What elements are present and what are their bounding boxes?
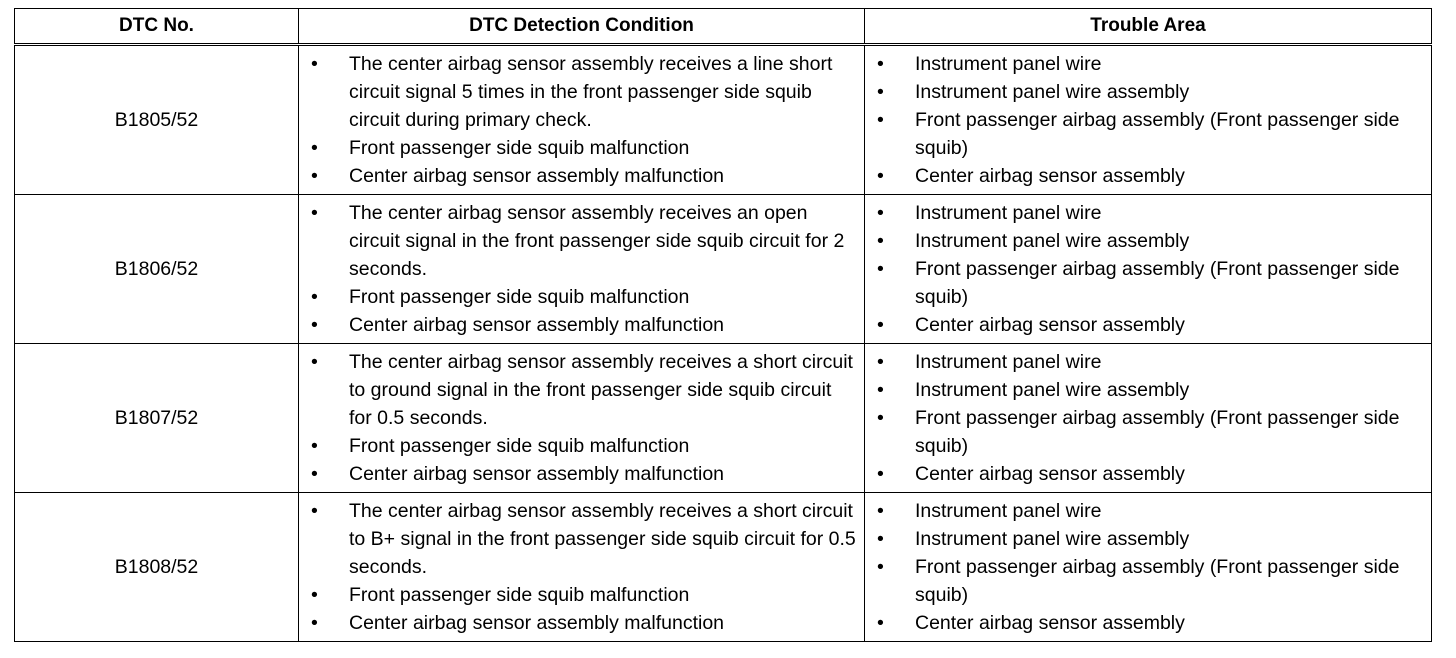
list-item [307,50,856,134]
trouble-area-cell [865,493,1432,642]
trouble-area-text: Instrument panel wire [915,53,1102,75]
list-item [873,553,1423,609]
bullet-icon: • [311,165,318,187]
header-detection-condition: DTC Detection Condition [299,9,865,45]
trouble-area-text: Front passenger airbag assembly (Front passenger side squib) [915,556,1400,606]
bullet-icon: • [311,612,318,634]
trouble-area-text: Instrument panel wire [915,351,1102,373]
condition-text: Front passenger side squib malfunction [349,584,690,606]
bullet-icon: • [877,612,884,634]
dtc-code: B1805/52 [114,109,199,131]
dtc-code: B1807/52 [114,407,199,429]
list-item [307,581,856,609]
list-item [873,78,1423,106]
detection-condition-cell [299,195,865,344]
header-dtc-no: DTC No. [15,9,299,45]
detection-condition-cell [299,344,865,493]
list-item [873,376,1423,404]
trouble-area-cell [865,45,1432,195]
bullet-icon: • [877,230,884,252]
list-item [873,404,1423,460]
dtc-table [14,8,1432,642]
condition-text: Center airbag sensor assembly malfunction [349,165,725,187]
condition-text: The center airbag sensor assembly receives an open circuit signal in the front passenger side squib circuit for 2 seconds. [349,202,845,280]
list-item [307,134,856,162]
bullet-icon: • [877,165,884,187]
bullet-icon: • [311,202,318,224]
bullet-icon: • [877,81,884,103]
trouble-area-text: Instrument panel wire assembly [915,81,1190,103]
list-item [307,162,856,190]
condition-list [307,497,856,637]
list-item [873,255,1423,311]
list-item [873,525,1423,553]
list-item [873,106,1423,162]
bullet-icon: • [877,463,884,485]
trouble-area-text: Front passenger airbag assembly (Front passenger side squib) [915,109,1400,159]
trouble-area-cell [865,195,1432,344]
header-trouble-area: Trouble Area [865,9,1432,45]
dtc-code: B1808/52 [114,556,199,578]
bullet-icon: • [311,53,318,75]
trouble-area-list [873,199,1423,339]
table-row [15,493,1432,642]
trouble-area-text: Instrument panel wire assembly [915,528,1190,550]
document-page [14,8,1431,642]
condition-list [307,348,856,488]
list-item [873,50,1423,78]
list-item [307,497,856,581]
dtc-code-cell [15,344,299,493]
trouble-area-list [873,50,1423,190]
bullet-icon: • [877,258,884,280]
list-item [873,162,1423,190]
trouble-area-text: Center airbag sensor assembly [915,463,1185,485]
list-item [873,348,1423,376]
condition-text: The center airbag sensor assembly receives a line short circuit signal 5 times in the front passenger side squib circuit during primary check. [349,53,833,131]
bullet-icon: • [877,500,884,522]
bullet-icon: • [877,109,884,131]
dtc-code-cell [15,45,299,195]
bullet-icon: • [311,314,318,336]
condition-text: Front passenger side squib malfunction [349,435,690,457]
detection-condition-cell [299,493,865,642]
condition-list [307,50,856,190]
bullet-icon: • [877,314,884,336]
bullet-icon: • [877,556,884,578]
list-item [873,199,1423,227]
trouble-area-text: Front passenger airbag assembly (Front passenger side squib) [915,258,1400,308]
table-row [15,344,1432,493]
trouble-area-text: Front passenger airbag assembly (Front passenger side squib) [915,407,1400,457]
bullet-icon: • [877,407,884,429]
condition-text: The center airbag sensor assembly receives a short circuit to B+ signal in the front passenger side squib circuit for 0.5 seconds. [349,500,856,578]
bullet-icon: • [311,435,318,457]
condition-text: Center airbag sensor assembly malfunction [349,612,725,634]
list-item [873,227,1423,255]
trouble-area-text: Instrument panel wire [915,500,1102,522]
trouble-area-list [873,348,1423,488]
condition-text: Front passenger side squib malfunction [349,286,690,308]
bullet-icon: • [311,463,318,485]
trouble-area-cell [865,344,1432,493]
bullet-icon: • [877,379,884,401]
bullet-icon: • [311,584,318,606]
dtc-code-cell [15,195,299,344]
trouble-area-text: Instrument panel wire assembly [915,379,1190,401]
condition-text: Front passenger side squib malfunction [349,137,690,159]
trouble-area-list [873,497,1423,637]
bullet-icon: • [311,137,318,159]
trouble-area-text: Center airbag sensor assembly [915,612,1185,634]
list-item [873,311,1423,339]
condition-text: Center airbag sensor assembly malfunction [349,314,725,336]
trouble-area-text: Instrument panel wire [915,202,1102,224]
trouble-area-text: Center airbag sensor assembly [915,165,1185,187]
condition-text: The center airbag sensor assembly receives a short circuit to ground signal in the front passenger side squib circuit for 0.5 seconds. [349,351,853,429]
list-item [307,311,856,339]
bullet-icon: • [311,500,318,522]
detection-condition-cell [299,45,865,195]
bullet-icon: • [877,202,884,224]
list-item [307,283,856,311]
list-item [307,432,856,460]
table-row [15,195,1432,344]
condition-list [307,199,856,339]
dtc-code-cell [15,493,299,642]
table-row [15,45,1432,195]
bullet-icon: • [311,286,318,308]
header-row [15,9,1432,45]
condition-text: Center airbag sensor assembly malfunction [349,463,725,485]
trouble-area-text: Instrument panel wire assembly [915,230,1190,252]
bullet-icon: • [877,53,884,75]
table-header [15,9,1432,45]
dtc-code: B1806/52 [114,258,199,280]
list-item [873,609,1423,637]
list-item [873,460,1423,488]
trouble-area-text: Center airbag sensor assembly [915,314,1185,336]
list-item [873,497,1423,525]
bullet-icon: • [877,528,884,550]
list-item [307,348,856,432]
table-body [15,45,1432,642]
list-item [307,199,856,283]
list-item [307,460,856,488]
list-item [307,609,856,637]
bullet-icon: • [311,351,318,373]
bullet-icon: • [877,351,884,373]
